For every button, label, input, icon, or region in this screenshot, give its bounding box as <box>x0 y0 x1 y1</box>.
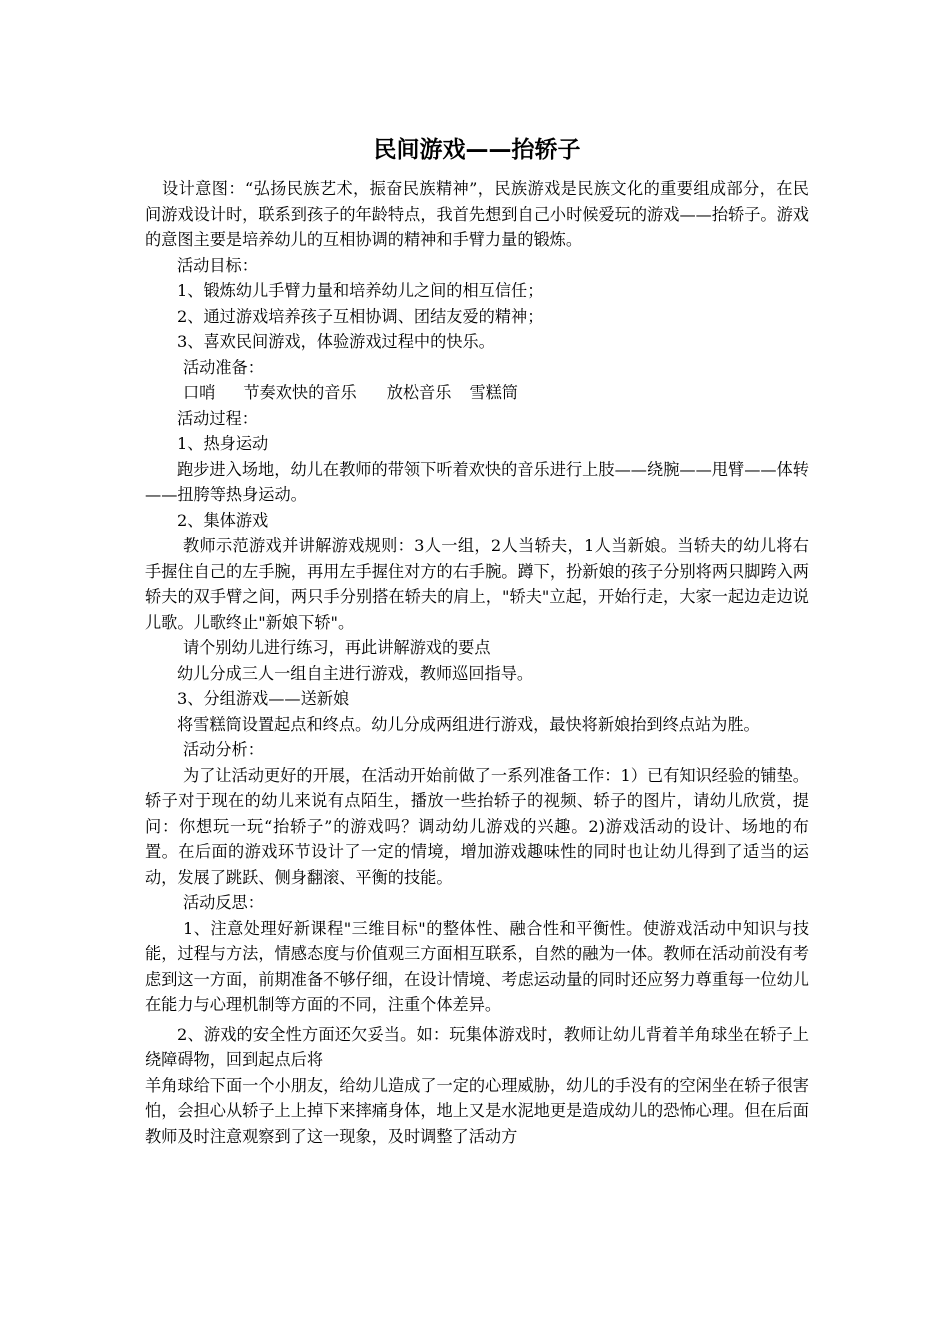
document-title: 民间游戏——抬轿子 <box>373 137 581 163</box>
goal-item: 2、通过游戏培养孩子互相协调、团结友爱的精神； <box>177 306 544 326</box>
process-heading: 活动过程： <box>177 408 258 428</box>
analysis-heading: 活动分析： <box>183 740 264 759</box>
preparation-item: 放松音乐 <box>386 383 452 402</box>
goal-item: 3、喜欢民间游戏，体验游戏过程中的快乐。 <box>177 332 495 351</box>
document-page <box>145 130 809 1149</box>
preparation-item: 节奏欢快的音乐 <box>243 383 357 402</box>
process-step-text: 将雪糕筒设置起点和终点。幼儿分成两组进行游戏，最快将新娘抬到终点站为胜。 <box>177 714 760 734</box>
preparation-items <box>145 380 809 406</box>
reflection-paragraph: 羊角球给下面一个小朋友，给幼儿造成了一定的心理威胁，幼儿的手没有的空闲坐在轿子很害怕，会担心从轿子上上掉下来摔痛身体，地上又是水泥地更是造成幼儿的恐怖心理。但在后面教师及时注意观察到了这一现象，及时调整了活动方 <box>145 1075 809 1146</box>
design-intent-paragraph: 设计意图：“弘扬民族艺术，振奋民族精神”，民族游戏是民族文化的重要组成部分，在民间游戏设计时，联系到孩子的年龄特点，我首先想到自己小时候爱玩的游戏——抬轿子。游戏的意图主要是培养幼儿的互相协调的精神和手臂力量的锻炼。 <box>145 179 809 249</box>
process-step-title: 1、热身运动 <box>177 434 269 453</box>
process-step-text: 教师示范游戏并讲解游戏规则：3人一组，2人当轿夫，1人当新娘。当轿夫的幼儿将右手握住自己的左手腕，再用左手握住对方的右手腕。蹲下，扮新娘的孩子分别将两只脚跨入两轿夫的双手臂之间，两只手分别搭在轿夫的肩上，"轿夫"立起，开始行走，大家一起边走边说儿歌。儿歌终止"新娘下轿"。 <box>145 536 809 632</box>
goals-heading: 活动目标： <box>177 255 258 275</box>
analysis-paragraph: 为了让活动更好的开展，在活动开始前做了一系列准备工作：1）已有知识经验的铺垫。轿子对于现在的幼儿来说有点陌生，播放一些抬轿子的视频、轿子的图片，请幼儿欣赏，提问：你想玩一玩“抬轿子”的游戏吗？调动幼儿游戏的兴趣。2)游戏活动的设计、场地的布置。在后面的游戏环节设计了一定的情境，增加游戏趣味性的同时也让幼儿得到了适当的运动，发展了跳跃、侧身翻滚、平衡的技能。 <box>145 765 809 887</box>
process-step-title: 3、分组游戏——送新娘 <box>177 689 350 708</box>
process-step-title: 2、集体游戏 <box>177 510 269 530</box>
process-step-text: 幼儿分成三人一组自主进行游戏，教师巡回指导。 <box>177 663 534 683</box>
preparation-item: 口哨 <box>183 383 216 402</box>
goal-item: 1、锻炼幼儿手臂力量和培养幼儿之间的相互信任； <box>177 281 544 300</box>
reflection-heading: 活动反思： <box>183 893 264 912</box>
preparation-item: 雪糕筒 <box>469 383 518 402</box>
reflection-paragraph: 2、游戏的安全性方面还欠妥当。如：玩集体游戏时，教师让幼儿背着羊角球坐在轿子上绕障碍物，回到起点后将 <box>145 1024 809 1069</box>
reflection-paragraph: 1、注意处理好新课程"三维目标"的整体性、融合性和平衡性。使游戏活动中知识与技能，过程与方法，情感态度与价值观三方面相互联系，自然的融为一体。教师在活动前没有考虑到这一方面，前期准备不够仔细，在设计情境、考虑运动量的同时还应努力尊重每一位幼儿在能力与心理机制等方面的不同，注重个体差异。 <box>145 918 809 1014</box>
preparation-heading: 活动准备： <box>183 357 264 377</box>
process-step-text: 跑步进入场地，幼儿在教师的带领下听着欢快的音乐进行上肢——绕腕——甩臂——体转——扭胯等热身运动。 <box>145 459 809 504</box>
process-step-text: 请个别幼儿进行练习，再此讲解游戏的要点 <box>183 638 491 657</box>
